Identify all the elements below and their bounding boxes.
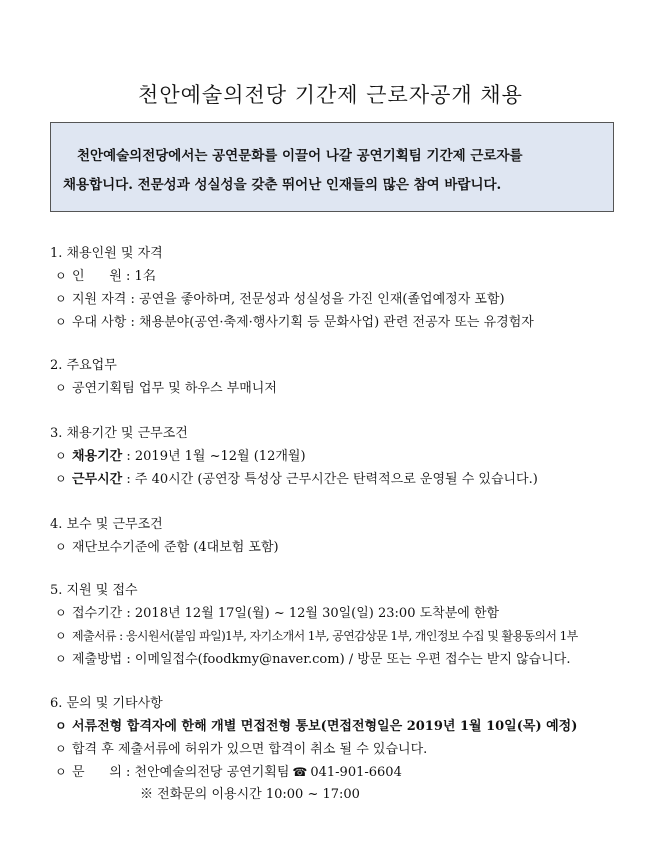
intro-box	[50, 122, 614, 212]
bullet-icon: ㅇ	[55, 652, 67, 666]
item-text: 지원 자격 : 공연을 좋아하며, 전문성과 성실성을 가진 인재(졸업예정자 포함)	[72, 292, 505, 307]
section-heading: 5. 지원 및 접수	[50, 583, 138, 598]
bullet-icon: ㅇ	[55, 719, 67, 733]
item-text: 공연기획팀 업무 및 하우스 부매니저	[72, 381, 277, 396]
item-label: 채용기간	[72, 449, 123, 464]
section-heading: 4. 보수 및 근무조건	[50, 517, 163, 532]
section-inquiry	[50, 693, 650, 806]
section-application	[50, 580, 650, 671]
section-employment-period	[50, 423, 650, 491]
bullet-icon: ㅇ	[55, 742, 67, 756]
item-text: 서류전형 합격자에 한해 개별 면접전형 통보(면접전형일은 2019년 1월 10일(목) 예정)	[72, 719, 578, 734]
bullet-icon: ㅇ	[55, 540, 67, 554]
bullet-icon: ㅇ	[55, 449, 67, 463]
list-item	[50, 536, 650, 559]
list-item	[50, 761, 650, 784]
list-item	[50, 738, 650, 761]
bullet-icon: ㅇ	[55, 315, 67, 329]
section-heading: 6. 문의 및 기타사항	[50, 696, 163, 711]
intro-line-2: 채용합니다. 전문성과 성실성을 갖춘 뛰어난 인재들의 많은 참여 바랍니다.	[63, 177, 502, 193]
section-recruitment	[50, 243, 650, 334]
item-text: 제출방법 : 이메일접수(foodkmy@naver.com) / 방문 또는 우편 접수는 받지 않습니다.	[72, 652, 571, 667]
phone-icon: ☎	[292, 765, 308, 779]
page-title: 천안예술의전당 기간제 근로자공개 채용	[138, 83, 523, 107]
item-text: 인 원 : 1名	[72, 269, 156, 284]
item-label: 근무시간	[72, 472, 123, 487]
list-item	[50, 445, 650, 468]
list-item	[50, 288, 650, 311]
contact-hours-note: ※ 전화문의 이용시간 10:00 ~ 17:00	[140, 787, 360, 802]
bullet-icon: ㅇ	[55, 292, 67, 306]
list-item	[50, 265, 650, 288]
list-item	[50, 311, 650, 334]
item-text: 합격 후 제출서류에 허위가 있으면 합격이 취소 될 수 있습니다.	[72, 742, 428, 757]
intro-line-1: 천안예술의전당에서는 공연문화를 이끌어 나갈 공연기획팀 기간제 근로자를	[77, 148, 523, 164]
list-item	[50, 625, 650, 648]
list-item	[50, 715, 650, 738]
section-heading: 3. 채용기간 및 근무조건	[50, 426, 188, 441]
item-text: 재단보수기준에 준함 (4대보험 포함)	[72, 540, 279, 555]
bullet-icon: ㅇ	[55, 381, 67, 395]
bullet-icon: ㅇ	[55, 606, 67, 620]
section-duties	[50, 355, 650, 400]
list-item	[50, 468, 650, 491]
section-heading: 1. 채용인원 및 자격	[50, 246, 163, 261]
list-item	[50, 377, 650, 400]
list-item	[50, 602, 650, 625]
bullet-icon: ㅇ	[55, 472, 67, 486]
section-compensation	[50, 514, 650, 559]
item-text: 우대 사항 : 채용분야(공연·축제·행사기획 등 문화사업) 관련 전공자 또는 유경험자	[72, 315, 534, 330]
bullet-icon: ㅇ	[55, 629, 66, 643]
item-text: 문 의 : 천안예술의전당 공연기획팀	[72, 765, 290, 780]
section-heading: 2. 주요업무	[50, 358, 117, 373]
list-item	[50, 648, 650, 671]
item-value: : 2019년 1월 ~12월 (12개월)	[122, 449, 306, 464]
bullet-icon: ㅇ	[55, 765, 67, 779]
item-text: 접수기간 : 2018년 12월 17일(월) ~ 12월 30일(일) 23:00 도착분에 한함	[72, 606, 500, 621]
item-text: 제출서류 : 응시원서(붙임 파일)1부, 자기소개서 1부, 공연감상문 1부, 개인정보 수집 및 활용동의서 1부	[72, 629, 578, 643]
item-value: : 주 40시간 (공연장 특성상 근무시간은 탄력적으로 운영될 수 있습니다.)	[122, 472, 538, 487]
bullet-icon: ㅇ	[55, 269, 67, 283]
phone-number: 041-901-6604	[310, 765, 402, 780]
